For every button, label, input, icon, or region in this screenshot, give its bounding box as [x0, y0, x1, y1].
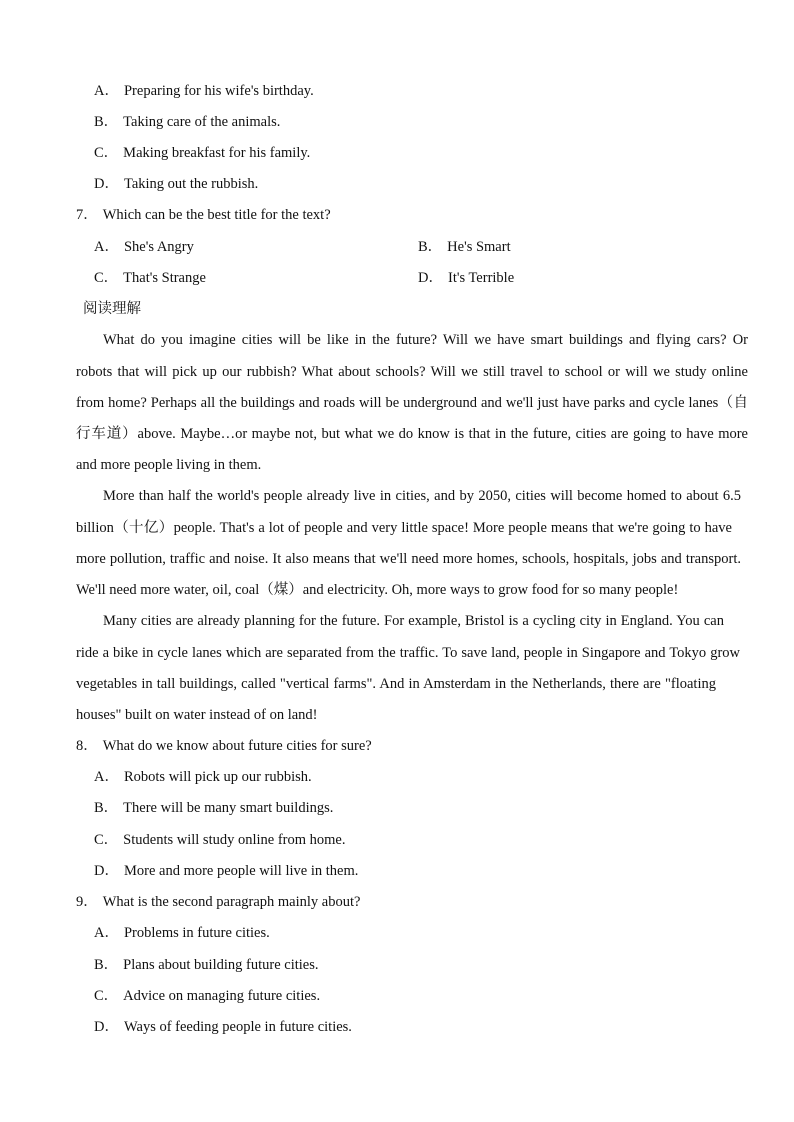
q7-option-d [418, 268, 514, 288]
option-label: B． [94, 114, 119, 130]
option-label: B． [94, 800, 119, 816]
option-text: Taking out the rubbish. [123, 176, 259, 192]
q6-option-a [94, 81, 314, 101]
option-label: A． [94, 239, 119, 255]
passage-line: more pollution, traffic and noise. It also means that we'll need more homes, schools, hospitals, jobs and transport. [76, 551, 741, 567]
q8-option-a [94, 767, 312, 787]
option-text: More and more people will live in them. [123, 863, 359, 879]
option-text: Advice on managing future cities. [123, 988, 321, 1004]
option-text: Ways of feeding people in future cities. [123, 1019, 352, 1035]
q9-option-c [94, 986, 320, 1006]
q8-option-d [94, 861, 358, 881]
option-label: D． [94, 863, 119, 879]
option-text: Plans about building future cities. [123, 957, 319, 973]
option-label: A． [94, 83, 119, 99]
passage-line: and more people living in them. [76, 457, 262, 473]
passage-line: billion（十亿）people. That's a lot of people and very little space! More people means that we're going to have [76, 520, 732, 536]
passage-line: Many cities are already planning for the future. For example, Bristol is a cycling city in England. You can [103, 613, 724, 629]
option-text: Making breakfast for his family. [123, 145, 311, 161]
q9-option-d [94, 1017, 352, 1037]
option-text: It's Terrible [447, 270, 515, 286]
question-number: 7． [76, 207, 98, 223]
q9-option-b [94, 955, 319, 975]
option-label: B． [94, 957, 119, 973]
q7-option-c [94, 268, 206, 288]
option-label: A． [94, 769, 119, 785]
question-number: 8． [76, 738, 98, 754]
option-text: That's Strange [123, 270, 206, 286]
q8-stem [76, 736, 372, 756]
q7-stem [76, 205, 331, 225]
q6-option-c [94, 143, 310, 163]
passage-line: from home? Perhaps all the buildings and roads will be underground and we'll just have parks and cycle lanes（自 [76, 395, 748, 411]
question-text: What do we know about future cities for sure? [102, 738, 372, 754]
option-label: D． [94, 176, 119, 192]
option-text: There will be many smart buildings. [123, 800, 334, 816]
option-label: C． [94, 988, 119, 1004]
section-heading: 阅读理解 [83, 301, 141, 317]
passage-line: We'll need more water, oil, coal（煤）and electricity. Oh, more ways to grow food for so many people! [76, 582, 679, 598]
passage-line: houses" built on water instead of on land! [76, 707, 318, 723]
passage-line: robots that will pick up our rubbish? What about schools? Will we still travel to school or will we study online [76, 364, 748, 380]
q9-option-a [94, 923, 270, 943]
option-text: Problems in future cities. [123, 925, 270, 941]
passage-line: More than half the world's people already live in cities, and by 2050, cities will become homed to about 6.5 [103, 488, 741, 504]
option-label: D． [418, 270, 443, 286]
option-text: Preparing for his wife's birthday. [123, 83, 314, 99]
option-label: B． [418, 239, 443, 255]
q6-option-b [94, 112, 280, 132]
option-text: She's Angry [123, 239, 194, 255]
passage-line: What do you imagine cities will be like in the future? Will we have smart buildings and flying cars? Or [103, 332, 748, 348]
question-text: Which can be the best title for the text? [102, 207, 331, 223]
passage-line: vegetables in tall buildings, called "vertical farms". And in Amsterdam in the Netherlands, there are "floating [76, 676, 716, 692]
q7-option-a [94, 237, 194, 257]
option-label: C． [94, 145, 119, 161]
option-text: Robots will pick up our rubbish. [123, 769, 312, 785]
option-text: He's Smart [447, 239, 511, 255]
passage-line: 行车道）above. Maybe…or maybe not, but what we do know is that in the future, cities are going to have more [76, 426, 748, 442]
option-label: A． [94, 925, 119, 941]
q8-option-c [94, 830, 346, 850]
question-number: 9． [76, 894, 98, 910]
option-text: Taking care of the animals. [123, 114, 281, 130]
option-text: Students will study online from home. [123, 832, 346, 848]
q8-option-b [94, 798, 333, 818]
q9-stem [76, 892, 360, 912]
question-text: What is the second paragraph mainly about? [102, 894, 361, 910]
q6-option-d [94, 174, 258, 194]
q7-option-b [418, 237, 511, 257]
option-label: C． [94, 270, 119, 286]
option-label: D． [94, 1019, 119, 1035]
option-label: C． [94, 832, 119, 848]
passage-line: ride a bike in cycle lanes which are separated from the traffic. To save land, people in Singapore and Tokyo grow [76, 645, 740, 661]
